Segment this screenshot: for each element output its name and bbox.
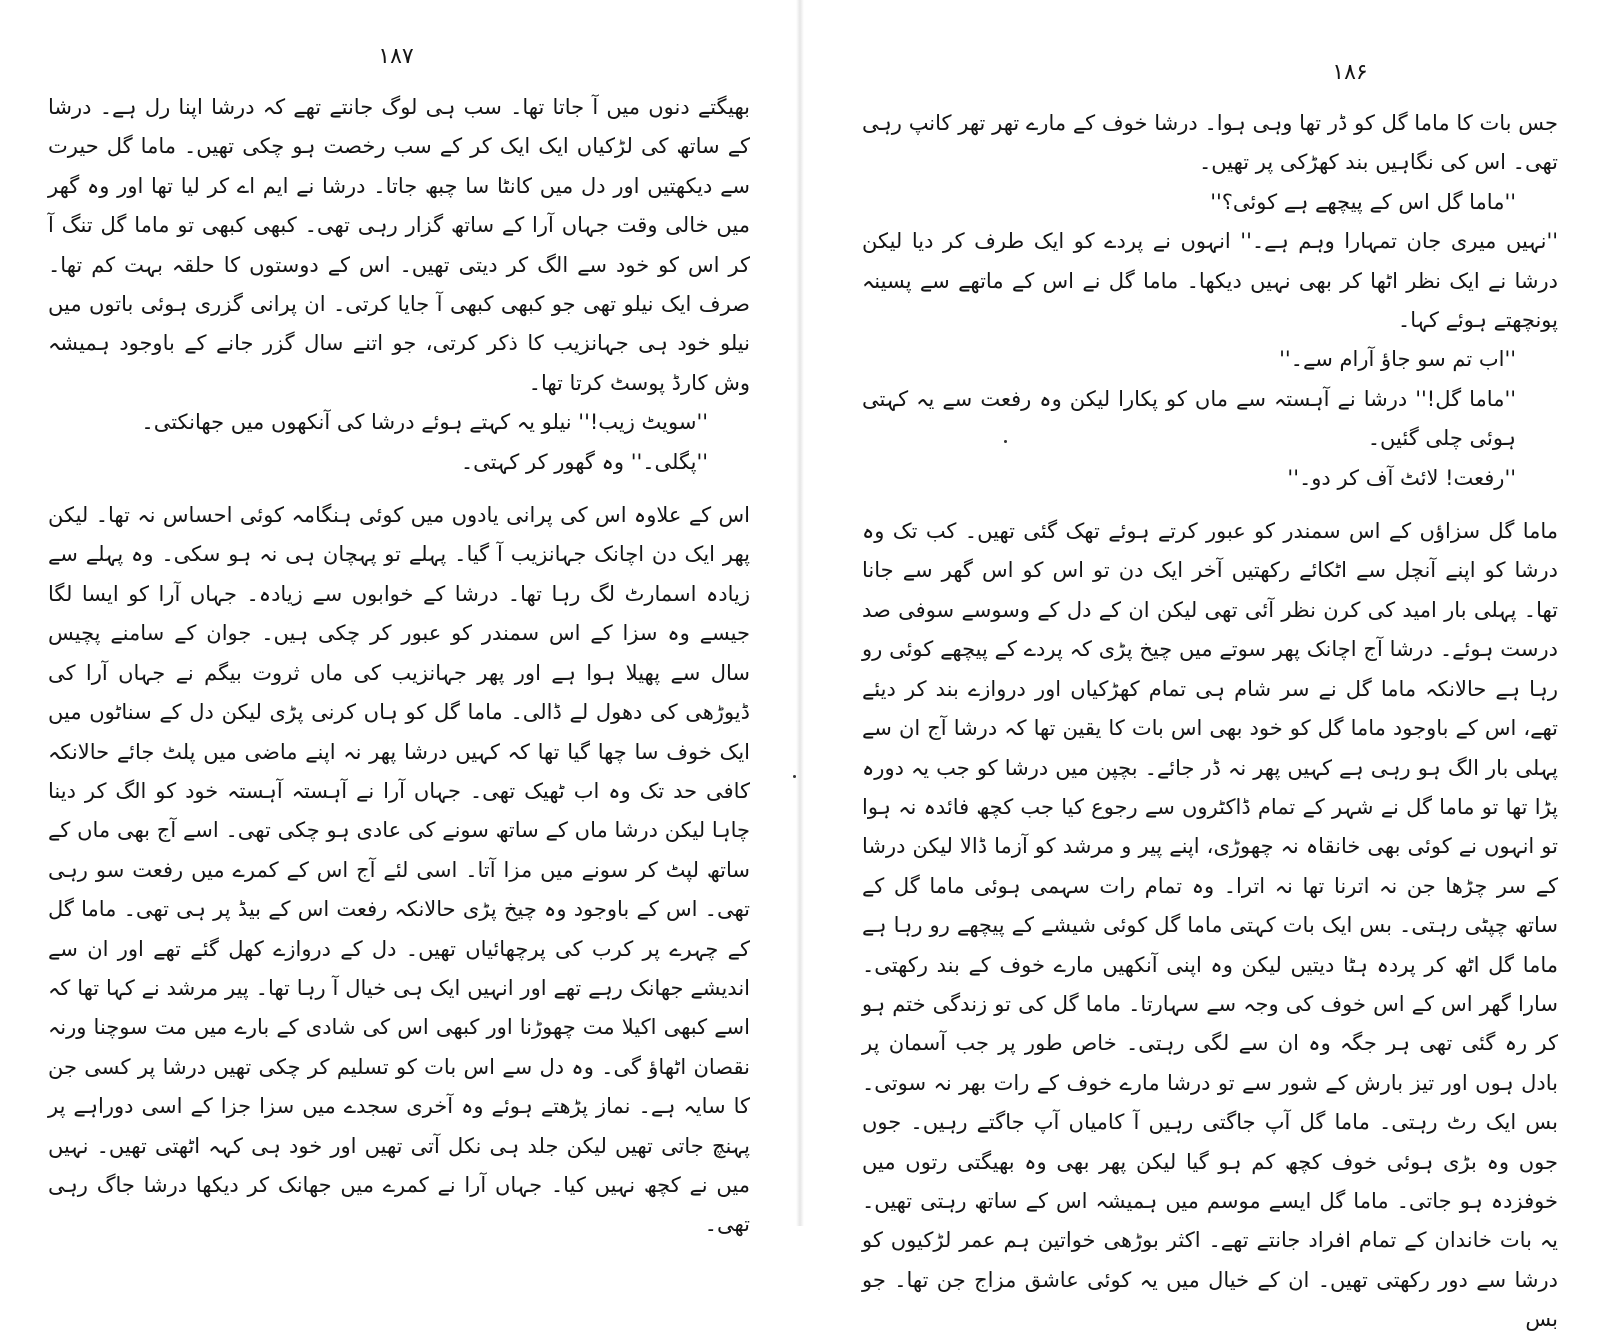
left-page-number: ۱۸۷ — [378, 44, 414, 69]
left-page-body — [48, 88, 750, 1245]
right-paragraph-4: ''اب تم سو جاؤ آرام سے۔'' — [1279, 347, 1516, 372]
left-paragraph-2: ''سویٹ زیب!'' نیلو یہ کہتے ہوئے درشا کی آنکھوں میں جھانکتی۔ — [141, 410, 708, 435]
left-paragraph-3: ''پگلی۔'' وہ گھور کر کہتی۔ — [460, 449, 708, 474]
right-page — [800, 0, 1600, 1332]
ink-speck — [793, 775, 796, 778]
right-paragraph-1: جس بات کا ماما گل کو ڈر تھا وہی ہوا۔ درشا خوف کے مارے تھر تھر کانپ رہی تھی۔ اس کی نگاہیں بند کھڑکی پر تھیں۔ — [862, 111, 1558, 175]
ink-speck — [1004, 440, 1007, 443]
left-paragraph-4: اس کے علاوہ اس کی پرانی یادوں میں کوئی ہنگامہ کوئی احساس نہ تھا۔ لیکن پھر ایک دن اچانک جہانزیب آ گیا۔ پہلے تو پہچان ہی نہ ہو سکی۔ وہ پہلے سے زیادہ اسمارٹ لگ رہا تھا۔ درشا کے خوابوں سے زیادہ۔ جہاں آرا کو ایسا لگا جیسے وہ سزا کے اس سمندر کو عبور کر چکی ہیں۔ جوان کے سامنے پچیس سال سے پھیلا ہوا ہے اور پھر جہانزیب کی ماں ثروت بیگم نے جہاں آرا کی ڈیوڑھی کی دھول لے ڈالی۔ ماما گل کو ہاں کرنی پڑی لیکن دل کے سناٹوں میں ایک خوف سا چھا گیا تھا کہ کہیں درشا پھر نہ اپنے ماضی میں پلٹ جائے حالانکہ کافی حد تک وہ اب ٹھیک تھی۔ جہاں آرا نے آہستہ آہستہ خود کو الگ کر دینا چاہا لیکن درشا ماں کے ساتھ سونے کی عادی ہو چکی تھی۔ اسے آج بھی ماں کے ساتھ لپٹ کر سونے میں مزا آتا۔ اسی لئے آج اس کے کمرے میں رفعت سو رہی تھی۔ اس کے باوجود وہ چیخ پڑی حالانکہ رفعت اس کے بیڈ پر ہی تھی۔ ماما گل کے چہرے پر کرب کی پرچھائیاں تھیں۔ دل کے دروازے کھل گئے تھے اور ان سے اندیشے جھانک رہے تھے اور انہیں ایک ہی خیال آ رہا تھا۔ پیر مرشد نے کہا تھا کہ اسے کبھی اکیلا مت چھوڑنا اور کبھی اس کی شادی کے بارے میں مت سوچنا ورنہ نقصان اٹھاؤ گی۔ وہ دل سے اس بات کو تسلیم کر چکی تھیں درشا پر کسی جن کا سایہ ہے۔ نماز پڑھتے ہوئے وہ آخری سجدے میں سزا جزا کے اسی دوراہے پر پہنچ جاتی تھیں لیکن جلد ہی نکل آتی تھیں اور خود ہی کہہ اٹھتی تھیں۔ نہیں میں نے کچھ نہیں کیا۔ جہاں آرا نے کمرے میں جھانک کر دیکھا درشا جاگ رہی تھی۔ — [48, 503, 750, 1237]
right-paragraph-7: ماما گل سزاؤں کے اس سمندر کو عبور کرتے ہوئے تھک گئی تھیں۔ کب تک وہ درشا کو اپنے آنچل سے اٹکائے رکھتیں آخر ایک دن تو اس کو اس گھر سے جانا تھا۔ پہلی بار امید کی کرن نظر آئی تھی لیکن ان کے دل کے وسوسے سوفی صد درست ہوئے۔ درشا آج اچانک پھر سوتے میں چیخ پڑی کہ پردے کے پیچھے کوئی رو رہا ہے حالانکہ ماما گل نے سر شام ہی تمام کھڑکیاں اور دروازے بند کر دیئے تھے، اس کے باوجود ماما گل کو خود بھی اس بات کا یقین تھا کہ درشا آج ان سے پہلی بار الگ ہو رہی ہے کہیں پھر نہ ڈر جائے۔ بچپن میں درشا کو جب یہ دورہ پڑا تھا تو ماما گل نے شہر کے تمام ڈاکٹروں سے رجوع کیا جب کچھ فائدہ نہ ہوا تو انہوں نے کوئی بھی خانقاہ نہ چھوڑی، اپنے پیر و مرشد کو آزما ڈالا لیکن درشا کے سر چڑھا جن نہ اترنا تھا نہ اترا۔ وہ تمام رات سہمی ہوئی ماما گل کے ساتھ چپٹی رہتی۔ بس ایک بات کہتی ماما گل کوئی شیشے کے پیچھے رو رہا ہے ماما گل اٹھ کر پردہ ہٹا دیتیں لیکن وہ اپنی آنکھیں مارے خوف کے بند رکھتی۔ سارا گھر اس کے اس خوف کی وجہ سے سہارتا۔ ماما گل کی تو زندگی ختم ہو کر رہ گئی تھی ہر جگہ وہ ان سے لگی رہتی۔ خاص طور پر جب آسمان پر بادل ہوں اور تیز بارش کے شور سے تو درشا مارے خوف کے رات بھر نہ سوتی۔ بس ایک رٹ رہتی۔ ماما گل آپ جاگتی رہیں آ کامیاں آپ جاگتے رہیں۔ جوں جوں وہ بڑی ہوئی خوف کچھ کم ہو گیا لیکن پھر بھی وہ بھیگتی رتوں میں خوفزدہ ہو جاتی۔ ماما گل ایسے موسم میں ہمیشہ اس کے ساتھ رہتی تھیں۔ یہ بات خاندان کے تمام افراد جانتے تھے۔ اکثر بوڑھی خواتین ہم عمر لڑکیوں کو درشا سے دور رکھتی تھیں۔ ان کے خیال میں یہ کوئی عاشق مزاج جن تھا۔ جو بس — [862, 519, 1558, 1332]
right-page-body — [862, 104, 1558, 1340]
right-paragraph-5: ''ماما گل!'' درشا نے آہستہ سے ماں کو پکارا لیکن وہ رفعت سے یہ کہتی ہوئی چلی گئیں۔ — [862, 386, 1516, 451]
right-page-number: ۱۸۶ — [1332, 60, 1368, 85]
right-paragraph-6: ''رفعت! لائٹ آف کر دو۔'' — [1287, 465, 1516, 490]
right-paragraph-2: ''ماما گل اس کے پیچھے ہے کوئی؟'' — [1210, 189, 1516, 214]
left-paragraph-1: بھیگتے دنوں میں آ جاتا تھا۔ سب ہی لوگ جانتے تھے کہ درشا اپنا رل ہے۔ درشا کے ساتھ کی لڑکیاں ایک ایک کر کے سب رخصت ہو چکی تھیں۔ ماما گل حیرت سے دیکھتیں اور دل میں کانٹا سا چبھ جاتا۔ درشا نے ایم اے کر لیا تھا اور وہ گھر میں خالی وقت جہاں آرا کے ساتھ گزار رہی تھی۔ کبھی کبھی تو ماما گل تنگ آ کر اس کو خود سے الگ کر دیتی تھیں۔ اس کے دوستوں کا حلقہ بہت کم تھا۔ صرف ایک نیلو تھی جو کبھی کبھی آ جایا کرتی۔ ان پرانی گزری ہوئی باتوں میں نیلو خود ہی جہانزیب کا ذکر کرتی، جو اتنے سال گزر جانے کے باوجود ہمیشہ وش کارڈ پوسٹ کرتا تھا۔ — [48, 95, 750, 395]
right-paragraph-3: ''نہیں میری جان تمہارا وہم ہے۔'' انہوں نے پردے کو ایک طرف کر دیا لیکن درشا نے ایک نظر اٹھا کر بھی نہیں دیکھا۔ ماما گل نے اس کے ماتھے سے پسینہ پونچھتے ہوئے کہا۔ — [862, 229, 1558, 333]
left-page — [0, 0, 800, 1237]
